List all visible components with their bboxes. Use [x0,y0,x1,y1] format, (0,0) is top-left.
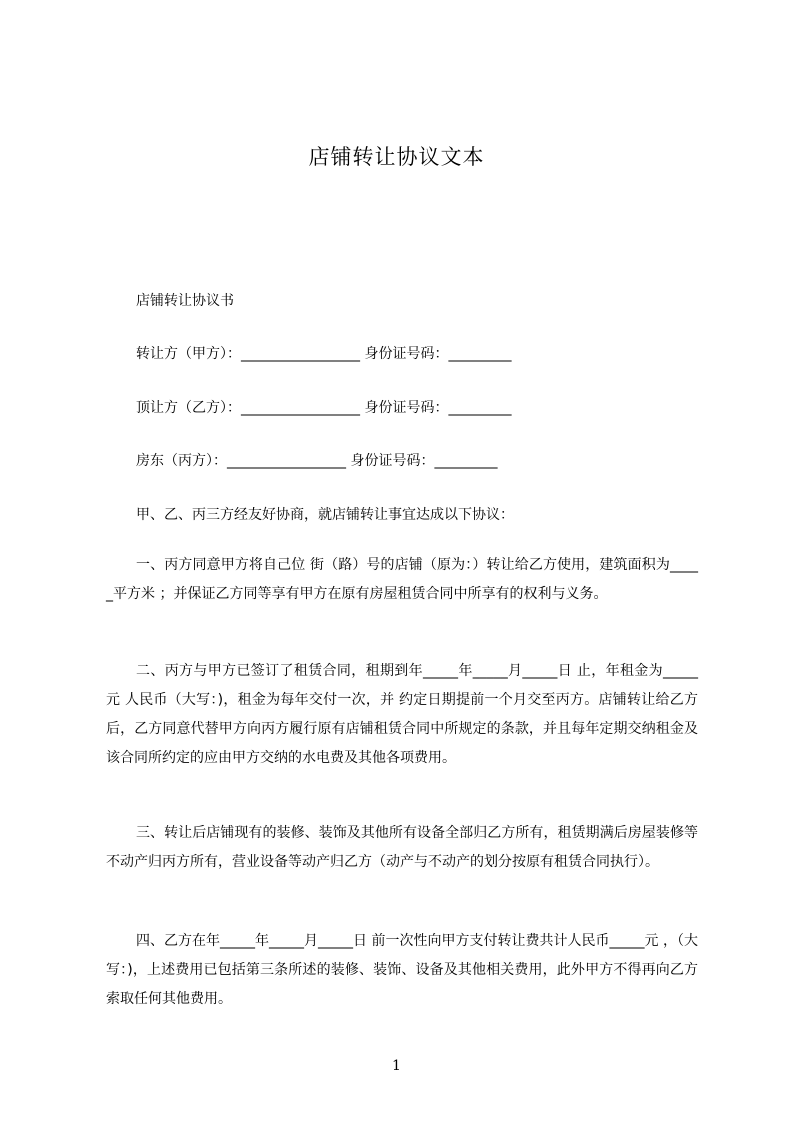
page-number: 1 [392,1058,401,1074]
clause-1: 一、丙方同意甲方将自己位 街（路）号的店铺（原为：）转让给乙方使用，建筑面积为_____平方米 ；并保证乙方同等享有甲方在原有房屋租赁合同中所享有的权利与义务。 [106,557,698,602]
clause-4: 四、乙方在年_____年_____月_____日 前一次性向甲方支付转让费共计人民币_____元 ，（大写：)，上述费用已包括第三条所述的装修、装饰、设备及其他相关费用，此外甲方不得再向乙方索取任何其他费用。 [106,933,698,1007]
party-line-transferee: 顶让方（乙方）：_________________ 身份证号码：_________ [136,400,512,416]
clause-3: 三、转让后店铺现有的装修、装饰及其他所有设备全部归乙方所有，租赁期满后房屋装修等不动产归丙方所有，营业设备等动产归乙方（动产与不动产的划分按原有租赁合同执行）。 [106,825,698,870]
intro-paragraph: 甲、乙、丙三方经友好协商，就店铺转让事宜达成以下协议： [136,507,514,523]
party-line-transferor: 转让方（甲方）：_________________ 身份证号码：_________ [136,346,512,362]
party-line-landlord: 房东（丙方）：_________________ 身份证号码：_________ [136,453,498,469]
document-subtitle: 店铺转让协议书 [136,293,234,309]
document-title: 店铺转让协议文本 [308,145,485,169]
clause-2: 二、丙方与甲方已签订了租赁合同，租期到年_____年_____月_____日 止，年租金为_____元 人民币（大写：)，租金为每年交付一次，并 约定日期提前一个月交至丙方。店铺转让给乙方后，乙方同意代替甲方向丙方履行原有店铺租赁合同中所规定的条款，并且每年定期交纳租金及该合同所约定的应由甲方交纳的水电费及其他各项费用。 [106,663,698,766]
